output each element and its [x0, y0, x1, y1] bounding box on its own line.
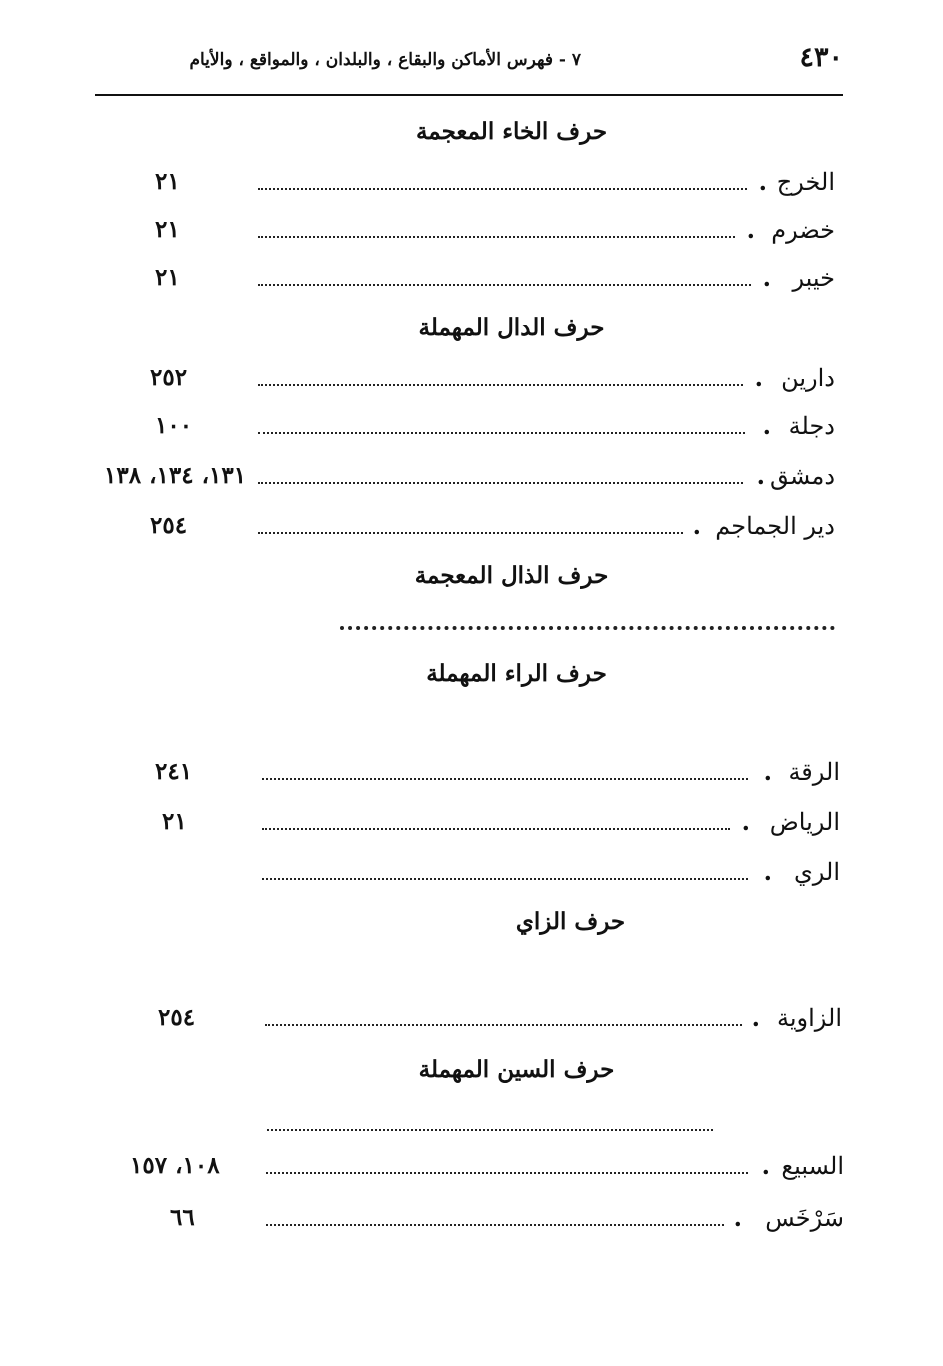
- entry-name: الزاوية: [776, 1004, 842, 1032]
- entry-separator: .: [754, 363, 763, 392]
- entry-separator: .: [763, 857, 772, 886]
- entry-pages: ٢١: [155, 216, 180, 243]
- entry-pages: ٢٤١: [155, 758, 193, 785]
- section-heading-seen: حرف السين المهملة: [418, 1056, 615, 1083]
- entry-pages: ١٠٠: [155, 412, 193, 439]
- dot-leader: [258, 532, 683, 534]
- section-rule: [267, 1129, 713, 1131]
- dot-leader: [262, 778, 748, 780]
- entry-name: دارين: [781, 364, 835, 392]
- section-heading-daal: حرف الدال المهملة: [418, 314, 605, 341]
- entry-name: الري: [793, 858, 840, 886]
- dot-leader: [258, 432, 745, 434]
- dot-leader: [266, 1224, 724, 1226]
- entry-separator: .: [763, 757, 772, 786]
- index-entry: [100, 1200, 844, 1236]
- entry-separator: .: [692, 511, 701, 540]
- index-entry: [100, 804, 840, 840]
- dot-leader: [262, 828, 730, 830]
- entry-separator: .: [761, 1151, 770, 1180]
- entry-pages: ٢٥٤: [150, 512, 188, 539]
- dot-leader: [266, 1172, 748, 1174]
- entry-separator: .: [762, 263, 771, 292]
- index-entry: [100, 212, 835, 248]
- entry-separator: .: [741, 807, 750, 836]
- entry-name: دمشق: [770, 462, 835, 490]
- section-heading-zaay: حرف الزاي: [515, 908, 626, 935]
- entry-name: الخرج: [776, 168, 835, 196]
- section-heading-khaa: حرف الخاء المعجمة: [415, 118, 608, 145]
- empty-section-leader: [340, 626, 835, 630]
- index-entry: [100, 508, 835, 544]
- index-entry: [100, 1000, 842, 1036]
- index-entry: [100, 1148, 844, 1184]
- entry-pages: ١٣١، ١٣٤، ١٣٨: [104, 462, 247, 489]
- dot-leader: [258, 188, 747, 190]
- dot-leader: [265, 1024, 742, 1026]
- entry-name: سَرْخَس: [765, 1204, 844, 1232]
- index-entry: [100, 458, 835, 494]
- index-entry: [100, 360, 835, 396]
- entry-pages: ٢١: [155, 168, 180, 195]
- index-entry: [100, 260, 835, 296]
- entry-pages: ١٠٨، ١٥٧: [130, 1152, 220, 1179]
- entry-separator: .: [758, 167, 767, 196]
- section-heading-dhaal: حرف الذال المعجمة: [414, 562, 609, 589]
- index-entry: [100, 854, 840, 890]
- index-entry: [100, 754, 840, 790]
- entry-name: الرياض: [769, 808, 840, 836]
- index-entry: [100, 164, 835, 200]
- entry-separator: .: [762, 411, 771, 440]
- entry-name: خضرم: [771, 216, 835, 244]
- dot-leader: [258, 384, 743, 386]
- entry-separator: .: [746, 215, 755, 244]
- section-heading-raa: حرف الراء المهملة: [426, 660, 607, 687]
- entry-separator: .: [751, 1003, 760, 1032]
- running-header: [95, 40, 843, 96]
- entry-pages: ٢١: [162, 808, 187, 835]
- page-number: ٤٣٠: [799, 42, 843, 73]
- entry-name: خيبر: [792, 264, 835, 292]
- entry-pages: ٢١: [155, 264, 180, 291]
- entry-name: الرقة: [788, 758, 840, 786]
- dot-leader: [258, 236, 735, 238]
- header-rule: [95, 94, 843, 96]
- entry-separator: .: [733, 1203, 742, 1232]
- entry-name: دجلة: [788, 412, 835, 440]
- entry-name: دير الجماجم: [715, 512, 835, 540]
- entry-pages: ٢٥٢: [150, 364, 188, 391]
- entry-name: السبيع: [781, 1152, 844, 1180]
- dot-leader: [258, 482, 743, 484]
- entry-pages: ٦٦: [170, 1204, 195, 1231]
- entry-separator: .: [756, 461, 765, 490]
- dot-leader: [258, 284, 751, 286]
- dot-leader: [262, 878, 748, 880]
- header-title: ٧ - فهرس الأماكن والبقاع ، والبلدان ، والمواقع ، والأيام: [189, 50, 581, 70]
- entry-pages: ٢٥٤: [158, 1004, 196, 1031]
- index-entry: [100, 408, 835, 444]
